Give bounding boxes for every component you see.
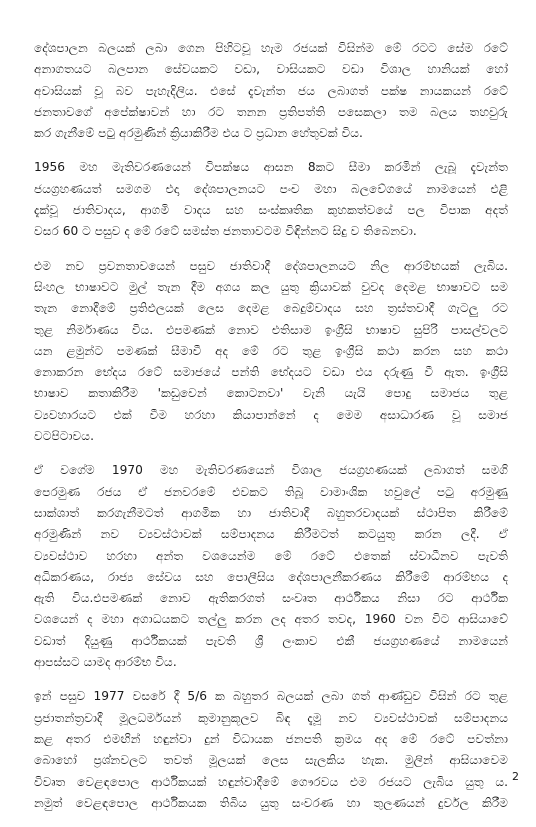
paragraph — [34, 686, 508, 814]
text-line: භාෂාව කතාකිරීම 'කඩුවෙන් කොටනවා' වැනි යැයි පොදු සමාජය තුළ — [34, 386, 508, 401]
text-line: 1956 මහ මැතිවරණයෙන් විපක්ෂය ආසන 8කට සීමා කරමින් ලැබූ දැවැන්ත — [34, 160, 508, 175]
text-line: සිංහල භාෂාවට මුල් තැන දීම අගය කල යුතු ක්‍රියාවක් වුවද දෙමළ භාෂාවට සම — [34, 279, 508, 294]
paragraph — [34, 38, 508, 144]
text-line: නොකරන භේදය රටේ සමාජයේ පන්ති භේදයට වඩා එය දරුණු වී ඇත. ඉංග්‍රීසි — [34, 365, 508, 380]
text-line: ඇති විය.එපමණක් නොව ඇතිකරගත් සංවෘත ආර්ථිකය නිසා රට ආර්ථික — [34, 591, 508, 606]
text-line: කර ගැනීමේ පටු අරමුණින් ක්‍රියාකිරීම එය ට ප්‍රධාන හේතුවක් විය. — [34, 126, 363, 141]
text-line: තැන නොදීමේ ප්‍රතිඵලයක් ලෙස දෙමළ බෙදුම්වාදය සහ ත්‍රස්තවාදී ගැටලු රට — [34, 301, 508, 316]
text-line: විවෘත වෙළඳපොල ආර්ථිකයක් හඳුන්වාදීමේ ගෞරවය එම රජයට ලැබිය යුතු ය. — [34, 774, 508, 789]
text-line: අරමුණින් නව ව්‍යවස්ථාවක් සම්පාදනය කිරීමටත් කටයුතු කරන ලදී. ඒ — [34, 527, 508, 542]
text-line: ඒ වගේම 1970 මහ මැතිවරණයෙන් විශාල ජයග්‍රහණයක් ලබාගත් සමගි — [34, 463, 508, 478]
paragraph — [34, 460, 508, 673]
text-line: බොහෝ ප්‍රශ්නවලට තවත් මූලයක් ලෙස සැලකිය හැක. මුලින් ආසියාවෙම — [34, 753, 508, 768]
text-line: සාක්ශාත් කරගැනීමටත් ආගමික හා ජාතිවාදී බහුතරවාදයක් ස්ථාපිත කිරීමේ — [34, 505, 508, 520]
text-line: තුළ නිර්මාණය විය. එපමණක් නොව එතිසාම ඉංග්‍රීසි භාෂාව සුපිරි පාසල්වලට — [34, 322, 508, 337]
body-text — [34, 38, 508, 827]
text-line: යන ළමුන්ට පමණක් සීමාවී අද මේ රට තුළ ඉංග්‍රීසි කථා කරන සහ කථා — [34, 343, 508, 358]
text-line: අවාසියක් වූ බව පැහැදිලිය. එසේ දැවැන්ත ජය ලබාගත් පක්ෂ නායකයන් රටේ — [34, 83, 508, 98]
paragraph — [34, 157, 508, 242]
text-line: නමුත් වෙළඳපොල ආර්ථිකයක තිබිය යුතු සංවරණ හා තුලණයන් දුර්වල කිරීම — [34, 795, 508, 810]
text-line: අනාගතයට බලපාන සේවයකට වඩා, වාසියකට වඩා විශාල හානියක් හෝ — [34, 62, 508, 77]
text-line: වසර 60 ට පසුව ද මේ රටේ සමස්ත ජනතාවටම විඳින්නට සිදු ව තිබෙනවා. — [34, 224, 417, 239]
text-line: අධිකරණය, රාජ්‍ය සේවය සහ පොලීසිය දේශපාලනීකරණය කිරීමේ ආරම්භය ද — [34, 569, 508, 584]
paragraph — [34, 256, 508, 448]
text-line: ඉන් පසුව 1977 වසරේ දී 5/6 ක බහුතර බලයක් ලබා ගත් ආණ්ඩුව විසින් රට තුළ — [34, 689, 508, 704]
text-line: පෙරමුණ රජය ඒ ජනවරමේ එවකට තිබූ වාමාංශික හවුලේ පටු අරමුණු — [34, 484, 508, 499]
page-number: 2 — [512, 770, 519, 783]
text-line: දේශපාලන බලයක් ලබා ගෙන පිහිටවූ හැම රජයක් විසින්ම මේ රටට සේම රටේ — [34, 41, 508, 55]
text-line: එම නව ප්‍රවනතාවයෙන් පසුව ජාතිවාදී දේශපාලනයට නිල ආරම්භයක් ලැබිය. — [34, 258, 508, 273]
text-line: ප්‍රජාතන්ත්‍රවාදී මූලධර්මයන් කුමානුකූලව බිඳ දැමූ නව ව්‍යවස්ථාවක් සම්පාදනය — [34, 710, 508, 725]
text-line: වටපිටාවය. — [34, 429, 94, 444]
text-line: ජනතාවගේ අපේක්ෂාවන් හා රට තනන ප්‍රතිපත්ති පසෙකලා තම බලය තහවුරු — [34, 104, 508, 119]
text-line: වශයෙන් ද මහා අගාධයකට තල්ලු කරන ලද අතර තවද, 1960 වන විට ආසියාවේ — [34, 612, 508, 627]
text-line: ජයග්‍රහණයත් සමගම එදා දේශපාලනයට පංච මහා බලවේගයේ නාමයෙන් එළි — [34, 181, 508, 196]
text-line: කළ අතර එමඟින් හඳුන්වා දුන් විධායක ජනපති ක්‍රමය අද මේ රටේ පවත්නා — [34, 731, 508, 746]
text-line: දැක්වූ ජාතිවාදය, ආගමි වාදය සහ සංස්කෘතික කුහකත්වයේ පල විපාක අදත් — [34, 203, 508, 218]
text-line: ව්‍යවස්ථාව හරහා අන්ත වශයෙන්ම මේ රටේ එතෙක් ස්වාධීනව පැවති — [34, 548, 508, 563]
text-line: ව්‍යවහාරයට එක් වීම හරහා කියාපාන්නේ ද මෙම අසාධාරණ වූ සමාජ — [34, 407, 508, 422]
text-line: ආපස්සට යාමද ආරම්භ විය. — [34, 655, 177, 670]
text-line: වඩාත් දියුණු ආර්ථිකයක් පැවති ශ්‍රී ලංකාව එකී ජයග්‍රහණයේ නාමයෙන් — [34, 633, 508, 648]
